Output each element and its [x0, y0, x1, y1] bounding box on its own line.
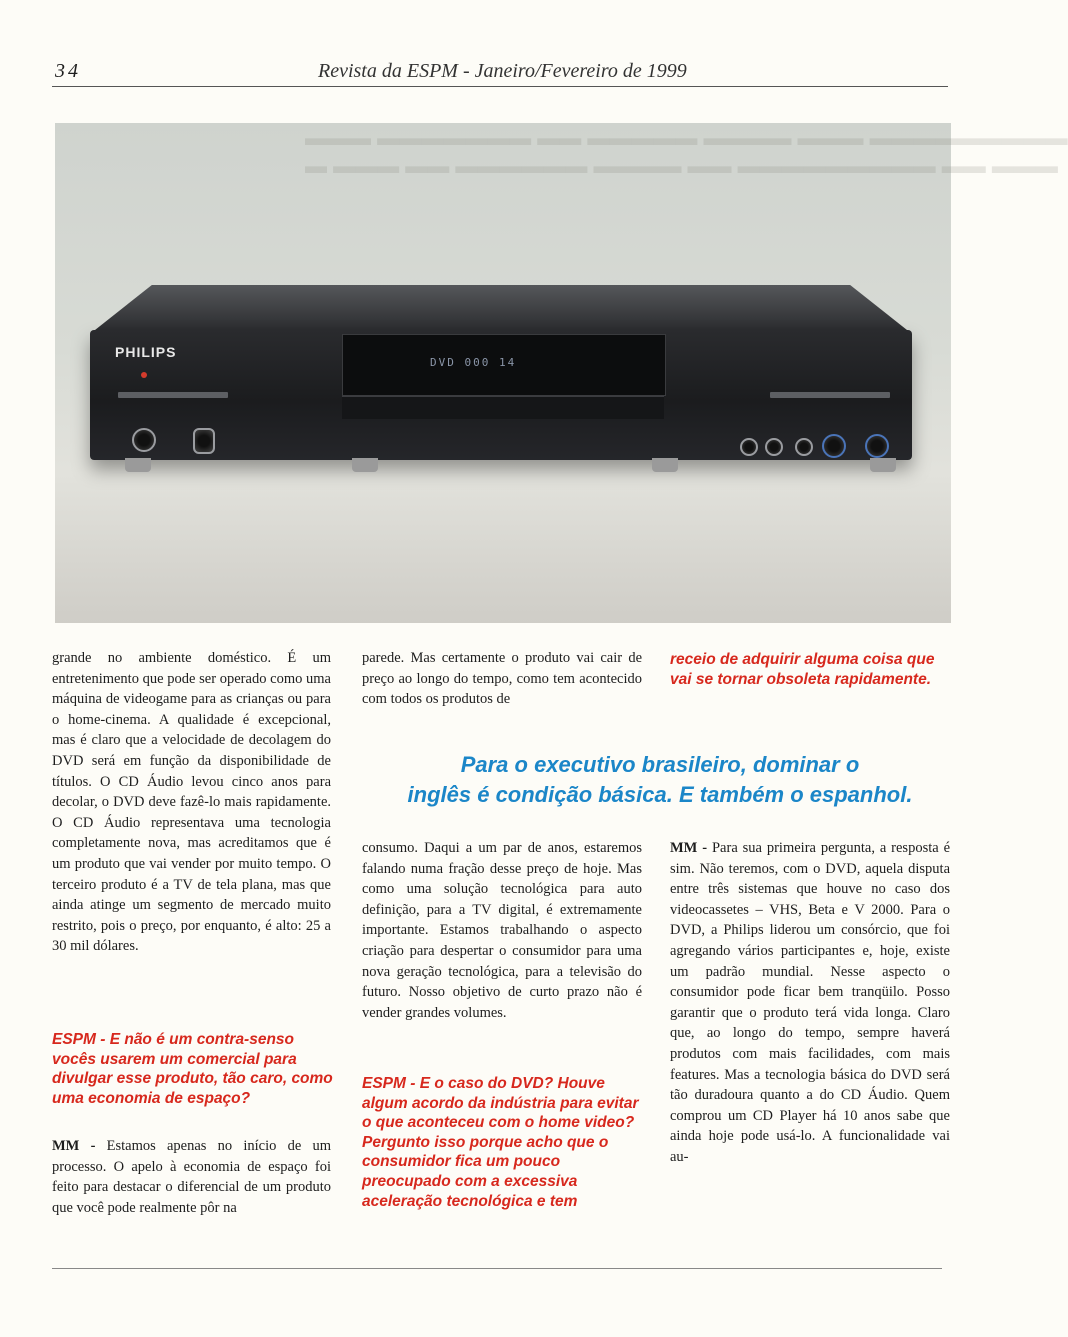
dvd-player-foot [125, 458, 151, 472]
left-column-body: grande no ambiente doméstico. É um entretenimento que pode ser operado como uma máquina de videogame para as crianças ou para o home-cinema. A qualidade é excepcional, mas é claro que a velocidade de decolagem do DVD será em função da disponibilidade de títulos. O CD Áudio levou cinco anos para decolar, o DVD deve fazê-lo mais rapidamente. O CD Áudio representava uma tecnologia completamente nova, mas acreditamos que é um produto que vai vender por muito tempo. O terceiro produto é a TV de tela plana, mas que ainda atinge um segmento de mercado muito restrito, pois o preço, por enquanto, é alto: 25 a 30 mil dólares. [52, 650, 331, 955]
speaker-tag: MM - [670, 840, 708, 856]
footer-rule [52, 1268, 942, 1269]
right-column-question-end: receio de adquirir alguma coisa que vai se tornar obsoleta rapidamente. [670, 651, 935, 688]
mic-jack-icon [740, 438, 758, 456]
volume-knob-icon [865, 434, 889, 458]
power-led [141, 372, 147, 378]
pull-quote-line-2: inglês é condição básica. E também o espanhol. [407, 782, 913, 807]
echo-knob-icon [822, 434, 846, 458]
mic-jack-icon [795, 438, 813, 456]
show-through-text: ▬ ▬▬▬ ▬▬ ▬▬▬▬▬▬ ▬▬▬▬ ▬▬ ▬▬▬▬▬▬▬▬▬ ▬▬ ▬▬▬ [305, 153, 1058, 178]
disc-tray [342, 396, 664, 419]
speaker-tag: MM - [52, 1138, 96, 1154]
mic-jack-icon [765, 438, 783, 456]
level-knob-icon [193, 428, 215, 454]
left-column-question: ESPM - E não é um contra-senso vocês usarem um comercial para divulgar esse produto, tão caro, como uma economia de espaço? [52, 1031, 333, 1107]
header-rule [52, 86, 948, 87]
phones-jack-icon [132, 428, 156, 452]
page-number: 34 [55, 60, 81, 82]
dvd-display-readout: DVD 000 14 [430, 356, 517, 369]
dvd-player-foot [652, 458, 678, 472]
answer-text: Para sua primeira pergunta, a resposta é sim. Não teremos, com o DVD, aquela disputa entre três sistemas que houve no caso dos videocassetes – VHS, Beta e V 2000. Para o DVD, a Philips liderou um consórcio, que foi agregando vários participantes e, hoje, existe um padrão mundial. Nesse aspecto o consumidor pode ficar bem tranqüilo. Posso garantir que o produto terá vida longa. Claro que, ao longo do tempo, sempre haverá produtos com mais facilidades, com mais features. Mas a tecnologia básica do DVD será tão duradoura quanto a do CD Áudio. Quem comprou um CD Player há 10 anos sabe que ainda hoje pode usá-lo. A funcionalidade vai au- [670, 840, 951, 1165]
pull-quote-line-1: Para o executivo brasileiro, dominar o [460, 752, 860, 777]
pull-quote [350, 750, 970, 810]
dvd-player-top-panel [95, 285, 907, 330]
running-title: Revista da ESPM - Janeiro/Fevereiro de 1999 [318, 60, 687, 82]
middle-column-question: ESPM - E o caso do DVD? Houve algum acordo da indústria para evitar o que aconteceu com o home video? Pergunto isso porque acho que o consumidor fica um pouco preocupado com a excessiva aceleração tecnológica e tem [362, 1075, 639, 1210]
dvd-player-foot [352, 458, 378, 472]
left-column-answer [52, 1136, 331, 1218]
right-column-answer [670, 838, 950, 1168]
brand-logo: PHILIPS [115, 344, 177, 360]
control-buttons [118, 392, 228, 398]
middle-column-body-bottom: consumo. Daqui a um par de anos, estaremos falando numa fração desse preço de hoje. Mas como uma solução tecnológica para auto definição, para a TV digital, é extremamente importante. Estamos trabalhando o aspecto criação para despertar o consumidor para uma nova geração tecnológica, para a televisão do futuro. Nosso objetivo de curto prazo não é vender grandes volumes. [362, 840, 642, 1021]
answer-text: Estamos apenas no início de um processo. O apelo à economia de espaço foi feito para destacar o diferencial de um produto que você pode realmente pôr na [52, 1138, 332, 1216]
dvd-player-foot [870, 458, 896, 472]
transport-buttons [770, 392, 890, 398]
show-through-text: ▬▬▬ ▬▬▬▬▬▬▬ ▬▬ ▬▬▬▬▬ ▬▬▬▬ ▬▬▬ ▬▬▬▬▬▬▬▬▬ [305, 125, 1068, 150]
middle-column-body-top: parede. Mas certamente o produto vai cair de preço ao longo do tempo, como tem acontecido com todos os produtos de [362, 650, 642, 708]
